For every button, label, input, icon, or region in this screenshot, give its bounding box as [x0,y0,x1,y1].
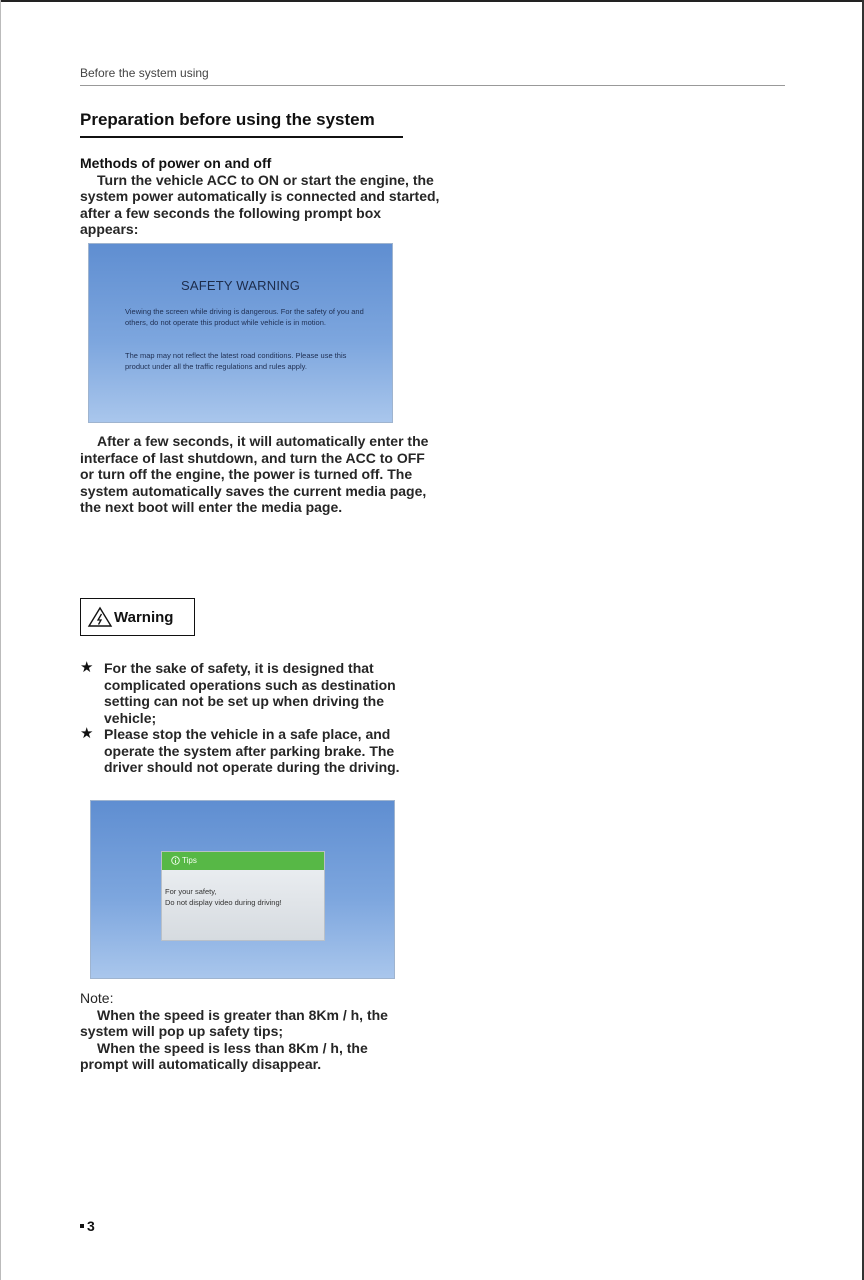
title-underline [80,136,403,138]
page-number-square-icon [80,1224,84,1228]
power-section [80,155,440,238]
section-title: Preparation before using the system [80,110,375,129]
page-number [80,1218,95,1234]
star-bullet-icon: ★ [80,659,94,676]
tips-screen [90,800,395,979]
warning-label: Warning [114,608,174,626]
tips-line2: Do not display video during driving! [165,898,282,907]
note-line1: When the speed is greater than 8Km / h, the system will pop up safety tips; [80,1006,388,1039]
info-icon [171,856,180,865]
safety-warning-para2: The map may not reflect the latest road conditions. Please use this product under all the traffic regulations and rules apply. [125,351,347,371]
note-section [80,990,410,1073]
warning-bullet [80,726,425,776]
tips-line1: For your safety, [165,887,217,896]
warning-bullet-text: For the sake of safety, it is designed that complicated operations such as destination setting can not be set up when driving the vehicle; [104,660,396,726]
tips-dialog [161,851,325,941]
star-bullet-icon: ★ [80,725,94,742]
safety-warning-para1: Viewing the screen while driving is dangerous. For the safety of you and others, do not operate this product while vehicle is in motion. [125,307,364,327]
tips-message [165,886,323,908]
safety-warning-screen [88,243,393,423]
page-left-edge [0,0,1,1280]
tips-title: Tips [182,856,197,865]
running-header: Before the system using [80,66,209,80]
header-divider [80,85,785,86]
power-subheading: Methods of power on and off [80,155,272,171]
page-top-edge [0,0,864,2]
safety-warning-title: SAFETY WARNING [180,278,301,293]
warning-label-box [80,598,195,636]
page-number-value: 3 [87,1218,95,1234]
warning-bullet-text: Please stop the vehicle in a safe place, and operate the system after parking brake. The driver should not operate during the driving. [104,726,400,775]
warning-bullet [80,660,425,726]
warning-triangle-icon [87,606,113,628]
note-line2: When the speed is less than 8Km / h, the prompt will automatically disappear. [80,1039,368,1072]
note-label: Note: [80,990,114,1006]
after-text: After a few seconds, it will automatically enter the interface of last shutdown, and turn the ACC to OFF or turn off the engine, the power is turned off. The system automatically saves the current media page, the next boot will enter the media page. [80,433,429,515]
power-intro: Turn the vehicle ACC to ON or start the engine, the system power automatically is connected and started, after a few seconds the following prompt box appears: [80,171,440,237]
tips-header [162,852,324,870]
